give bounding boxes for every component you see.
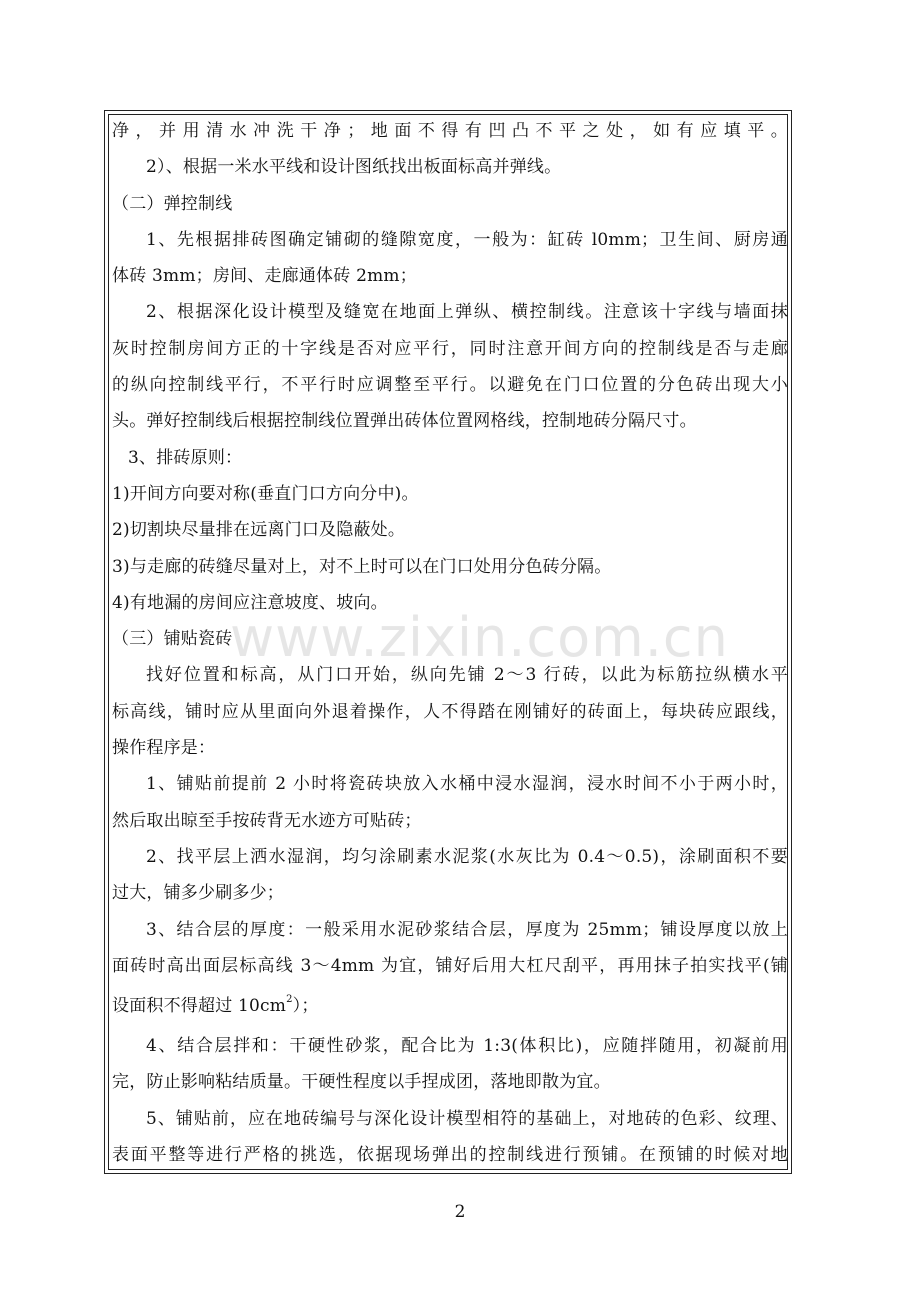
closing-punctuation: ）； [292,996,319,1017]
paragraph-line: 表面平整等进行严格的挑选，依据现场弹出的控制线进行预铺。在预铺的时候对地 [112,1145,788,1166]
paragraph-line: 操作程序是： [112,738,216,759]
paragraph-line: 3、结合层的厚度：一般采用水泥砂浆结合层，厚度为 25mm；铺设厚度以放上 [146,919,788,940]
paragraph-line: 5、铺贴前，应在地砖编号与深化设计模型相符的基础上，对地砖的色彩、纹理、 [146,1108,788,1129]
paragraph-line: 然后取出晾至手按砖背无水迹方可贴砖； [112,810,422,831]
paragraph-line: 2）、根据一米水平线和设计图纸找出板面标高并弹线。 [146,157,562,178]
paragraph-line: 净，并用清水冲洗干净；地面不得有凹凸不平之处，如有应填平。 [112,121,788,141]
paragraph-line: 灰时控制房间方正的十字线是否对应平行，同时注意开间方向的控制线是否与走廊 [112,338,788,359]
superscript-exponent: 2 [286,994,293,1006]
paragraph-line: 体砖 3mm；房间、走廊通体砖 2mm； [112,266,417,287]
paragraph-line: 完，防止影响粘结质量。干硬性程度以手捏成团，落地即散为宜。 [112,1072,611,1093]
area-limit-text: 设面积不得超过 10cm [112,996,287,1017]
paragraph-line: 找好位置和标高，从门口开始，纵向先铺 2～3 行砖，以此为标筋拉纵横水平 [146,665,788,686]
paragraph-line: 2、找平层上洒水湿润，均匀涂刷素水泥浆(水灰比为 0.4～0.5)，涂刷面积不要 [146,846,788,867]
paragraph-line: 过大，铺多少刷多少； [112,883,284,904]
list-item: 2)切割块尽量排在远离门口及隐蔽处。 [112,520,406,541]
paragraph-line [112,984,788,1028]
paragraph-line: 标高线，铺时应从里面向外退着操作，人不得踏在刚铺好的砖面上，每块砖应跟线， [112,701,788,722]
paragraph-line: 头。弹好控制线后根据控制线位置弹出砖体位置网格线，控制地砖分隔尺寸。 [112,411,697,432]
list-item: 1)开间方向要对称(垂直门口方向分中)。 [112,483,419,504]
paragraph-line: 2、根据深化设计模型及缝宽在地面上弹纵、横控制线。注意该十字线与墙面抹 [146,302,788,323]
watermark: www.zixin.com.cn [230,606,729,669]
section-heading: （三）铺贴瓷砖 [112,629,233,650]
paragraph-line: 1、先根据排砖图确定铺砌的缝隙宽度，一般为：缸砖 l0mm；卫生间、厨房通 [146,229,788,250]
list-item: 4)有地漏的房间应注意坡度、坡向。 [112,592,388,613]
list-item: 3)与走廊的砖缝尽量对上，对不上时可以在门口处用分色砖分隔。 [112,556,612,577]
section-heading: （二）弹控制线 [112,193,233,214]
paragraph-line: 1、铺贴前提前 2 小时将瓷砖块放入水桶中浸水湿润，浸水时间不小于两小时， [146,774,788,795]
paragraph-line: 的纵向控制线平行，不平行时应调整至平行。以避免在门口位置的分色砖出现大小 [112,375,788,396]
subsection-heading: 3、排砖原则： [128,447,243,468]
paragraph-line: 4、结合层拌和：干硬性砂浆，配合比为 1:3(体积比)，应随拌随用，初凝前用 [146,1036,788,1057]
page-number: 2 [454,1202,466,1222]
paragraph-line: 面砖时高出面层标高线 3～4mm 为宜，铺好后用大杠尺刮平，再用抹子拍实找平(铺 [112,955,788,976]
document-body [112,113,788,1173]
